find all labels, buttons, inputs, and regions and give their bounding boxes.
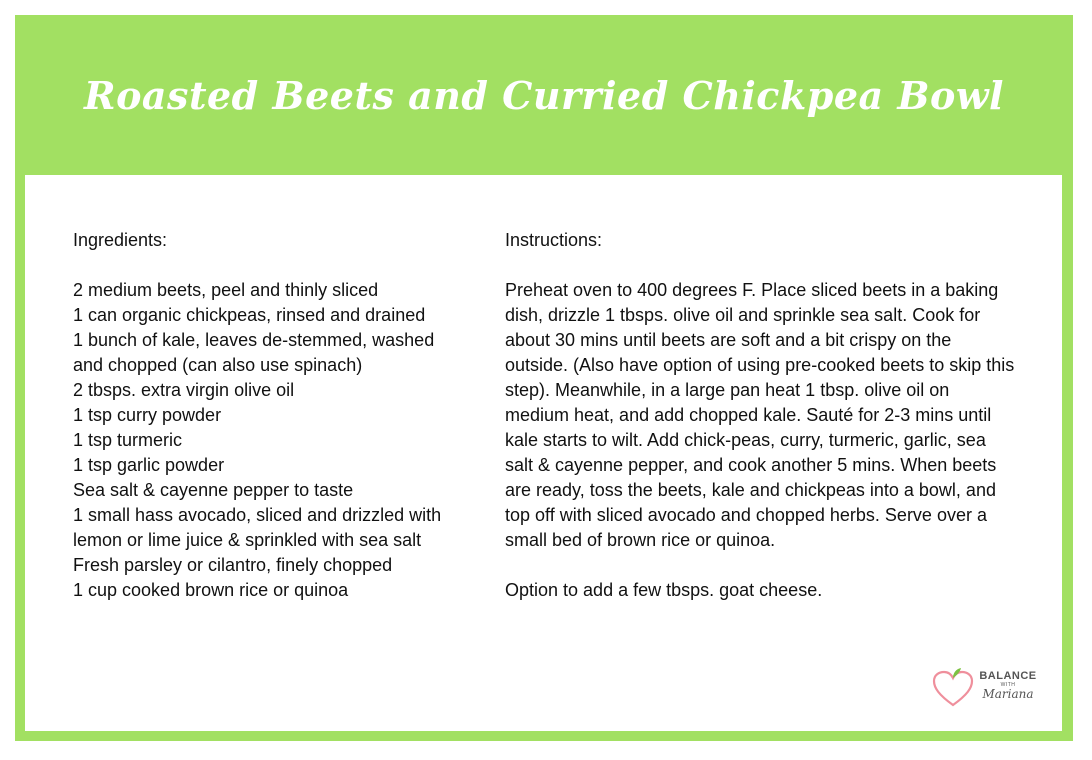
ingredient-item: 1 tsp garlic powder: [73, 455, 225, 475]
ingredients-heading: Ingredients:: [73, 230, 168, 250]
ingredient-item: Fresh parsley or cilantro, finely chopped: [73, 555, 393, 575]
ingredient-item: Sea salt & cayenne pepper to taste: [73, 480, 354, 500]
brand-logo: [931, 665, 1041, 715]
ingredient-item: 2 medium beets, peel and thinly sliced: [73, 280, 379, 300]
instructions-heading: Instructions:: [505, 230, 603, 250]
logo-line-mariana: Mariana: [982, 687, 1034, 701]
logo-line-balance: BALANCE: [979, 670, 1037, 682]
logo-wordmark: [975, 670, 1041, 701]
ingredients-list: [73, 278, 453, 603]
instructions-column: [505, 228, 1015, 628]
ingredients-column: [73, 228, 453, 603]
ingredient-item: 2 tbsps. extra virgin olive oil: [73, 380, 295, 400]
logo-line-with: WITH: [1000, 682, 1016, 688]
instructions-body: Preheat oven to 400 degrees F. Place sliced beets in a baking dish, drizzle 1 tbsps. olive oil and sprinkle sea salt. Cook for about 30 mins until beets are soft and a bit crispy on the outside. (Also have option of using pre-cooked beets to skip this step). Meanwhile, in a large pan heat 1 tbsp. olive oil on medium heat, and add chopped kale. Sauté for 2-3 mins until kale starts to wilt. Add chick-peas, curry, turmeric, garlic, sea salt & cayenne pepper, and cook another 5 mins. When beets are ready, toss the beets, kale and chickpeas into a bowl, and top off with sliced avocado and chopped herbs. Serve over a small bed of brown rice or quinoa.: [505, 280, 1015, 550]
recipe-title: Roasted Beets and Curried Chickpea Bowl: [84, 72, 1004, 118]
instructions-option: Option to add a few tbsps. goat cheese.: [505, 580, 823, 600]
ingredient-item: 1 cup cooked brown rice or quinoa: [73, 580, 349, 600]
header-banner: [15, 15, 1073, 175]
recipe-card-frame: [15, 15, 1073, 741]
heart-leaf-icon: [931, 667, 975, 709]
ingredient-item: 1 tsp turmeric: [73, 430, 183, 450]
ingredient-item: 1 tsp curry powder: [73, 405, 222, 425]
ingredient-item: 1 can organic chickpeas, rinsed and drained: [73, 305, 426, 325]
ingredient-item: 1 bunch of kale, leaves de-stemmed, washed and chopped (can also use spinach): [73, 330, 435, 375]
recipe-content-card: [25, 175, 1062, 731]
ingredient-item: 1 small hass avocado, sliced and drizzled with lemon or lime juice & sprinkled with sea salt: [73, 505, 442, 550]
